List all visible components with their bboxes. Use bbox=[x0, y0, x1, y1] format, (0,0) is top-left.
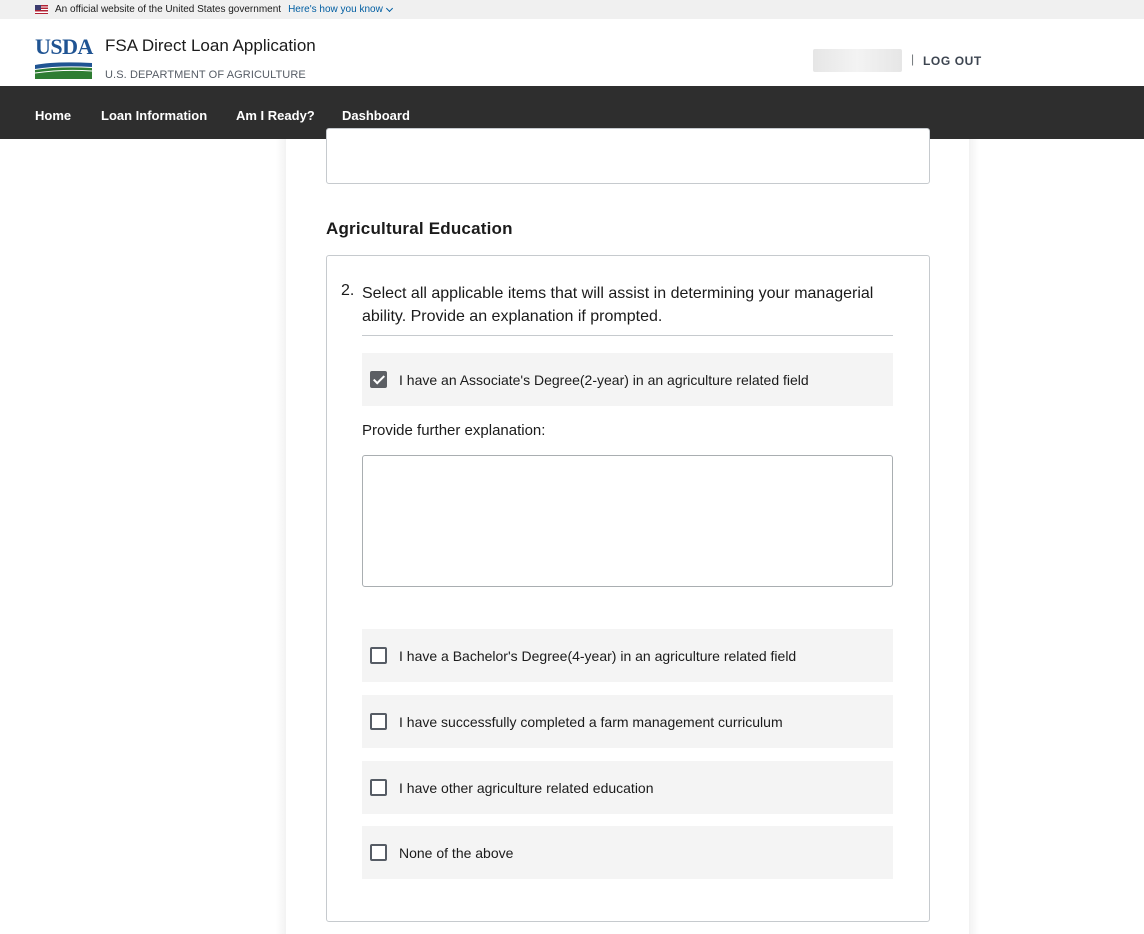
option-other-education[interactable] bbox=[362, 761, 893, 814]
option-label: None of the above bbox=[399, 844, 514, 861]
card-shadow-right bbox=[969, 139, 979, 934]
option-label: I have an Associate's Degree(2-year) in an agriculture related field bbox=[399, 371, 809, 388]
user-name-redacted bbox=[813, 49, 902, 72]
question-divider bbox=[362, 335, 893, 336]
checkbox-none-of-the-above[interactable] bbox=[370, 844, 387, 861]
nav-loan-information[interactable]: Loan Information bbox=[101, 108, 208, 123]
option-associates-degree[interactable] bbox=[362, 353, 893, 406]
usda-logo[interactable] bbox=[35, 36, 92, 78]
heres-how-you-know-label: Here's how you know bbox=[288, 4, 383, 15]
checkbox-other-education[interactable] bbox=[370, 779, 387, 796]
option-farm-management-curriculum[interactable] bbox=[362, 695, 893, 748]
option-label: I have successfully completed a farm management curriculum bbox=[399, 713, 783, 730]
previous-section-box bbox=[326, 128, 930, 184]
header-separator: | bbox=[911, 52, 915, 66]
checkbox-bachelors-degree[interactable] bbox=[370, 647, 387, 664]
nav-am-i-ready[interactable]: Am I Ready? bbox=[236, 108, 315, 123]
heres-how-you-know-link[interactable] bbox=[288, 4, 392, 15]
gov-banner-text: An official website of the United States government bbox=[55, 4, 282, 15]
chevron-down-icon bbox=[386, 4, 393, 11]
checkbox-farm-management-curriculum[interactable] bbox=[370, 713, 387, 730]
option-none-of-the-above[interactable] bbox=[362, 826, 893, 879]
option-label: I have other agriculture related education bbox=[399, 779, 654, 796]
section-title: Agricultural Education bbox=[326, 219, 513, 238]
explanation-textarea[interactable] bbox=[362, 455, 893, 587]
department-name: U.S. DEPARTMENT OF AGRICULTURE bbox=[105, 69, 306, 81]
question-number: 2. bbox=[341, 282, 355, 299]
option-bachelors-degree[interactable] bbox=[362, 629, 893, 682]
us-flag-icon bbox=[35, 5, 48, 14]
usda-logo-text: USDA bbox=[35, 34, 93, 59]
site-header bbox=[0, 19, 1144, 86]
question-text: Select all applicable items that will assist in determining your managerial ability. Provide an explanation if prompted. bbox=[362, 285, 874, 325]
option-label: I have a Bachelor's Degree(4-year) in an agriculture related field bbox=[399, 647, 797, 664]
checkbox-associates-degree[interactable] bbox=[370, 371, 387, 388]
gov-banner bbox=[0, 0, 1144, 19]
explanation-label: Provide further explanation: bbox=[362, 422, 546, 439]
logout-button[interactable]: LOG OUT bbox=[923, 54, 982, 68]
nav-dashboard[interactable]: Dashboard bbox=[342, 108, 410, 123]
card-shadow-left bbox=[276, 139, 286, 934]
nav-home[interactable]: Home bbox=[35, 108, 72, 123]
usda-logo-hills-icon bbox=[35, 59, 92, 79]
app-title[interactable]: FSA Direct Loan Application bbox=[105, 36, 316, 55]
